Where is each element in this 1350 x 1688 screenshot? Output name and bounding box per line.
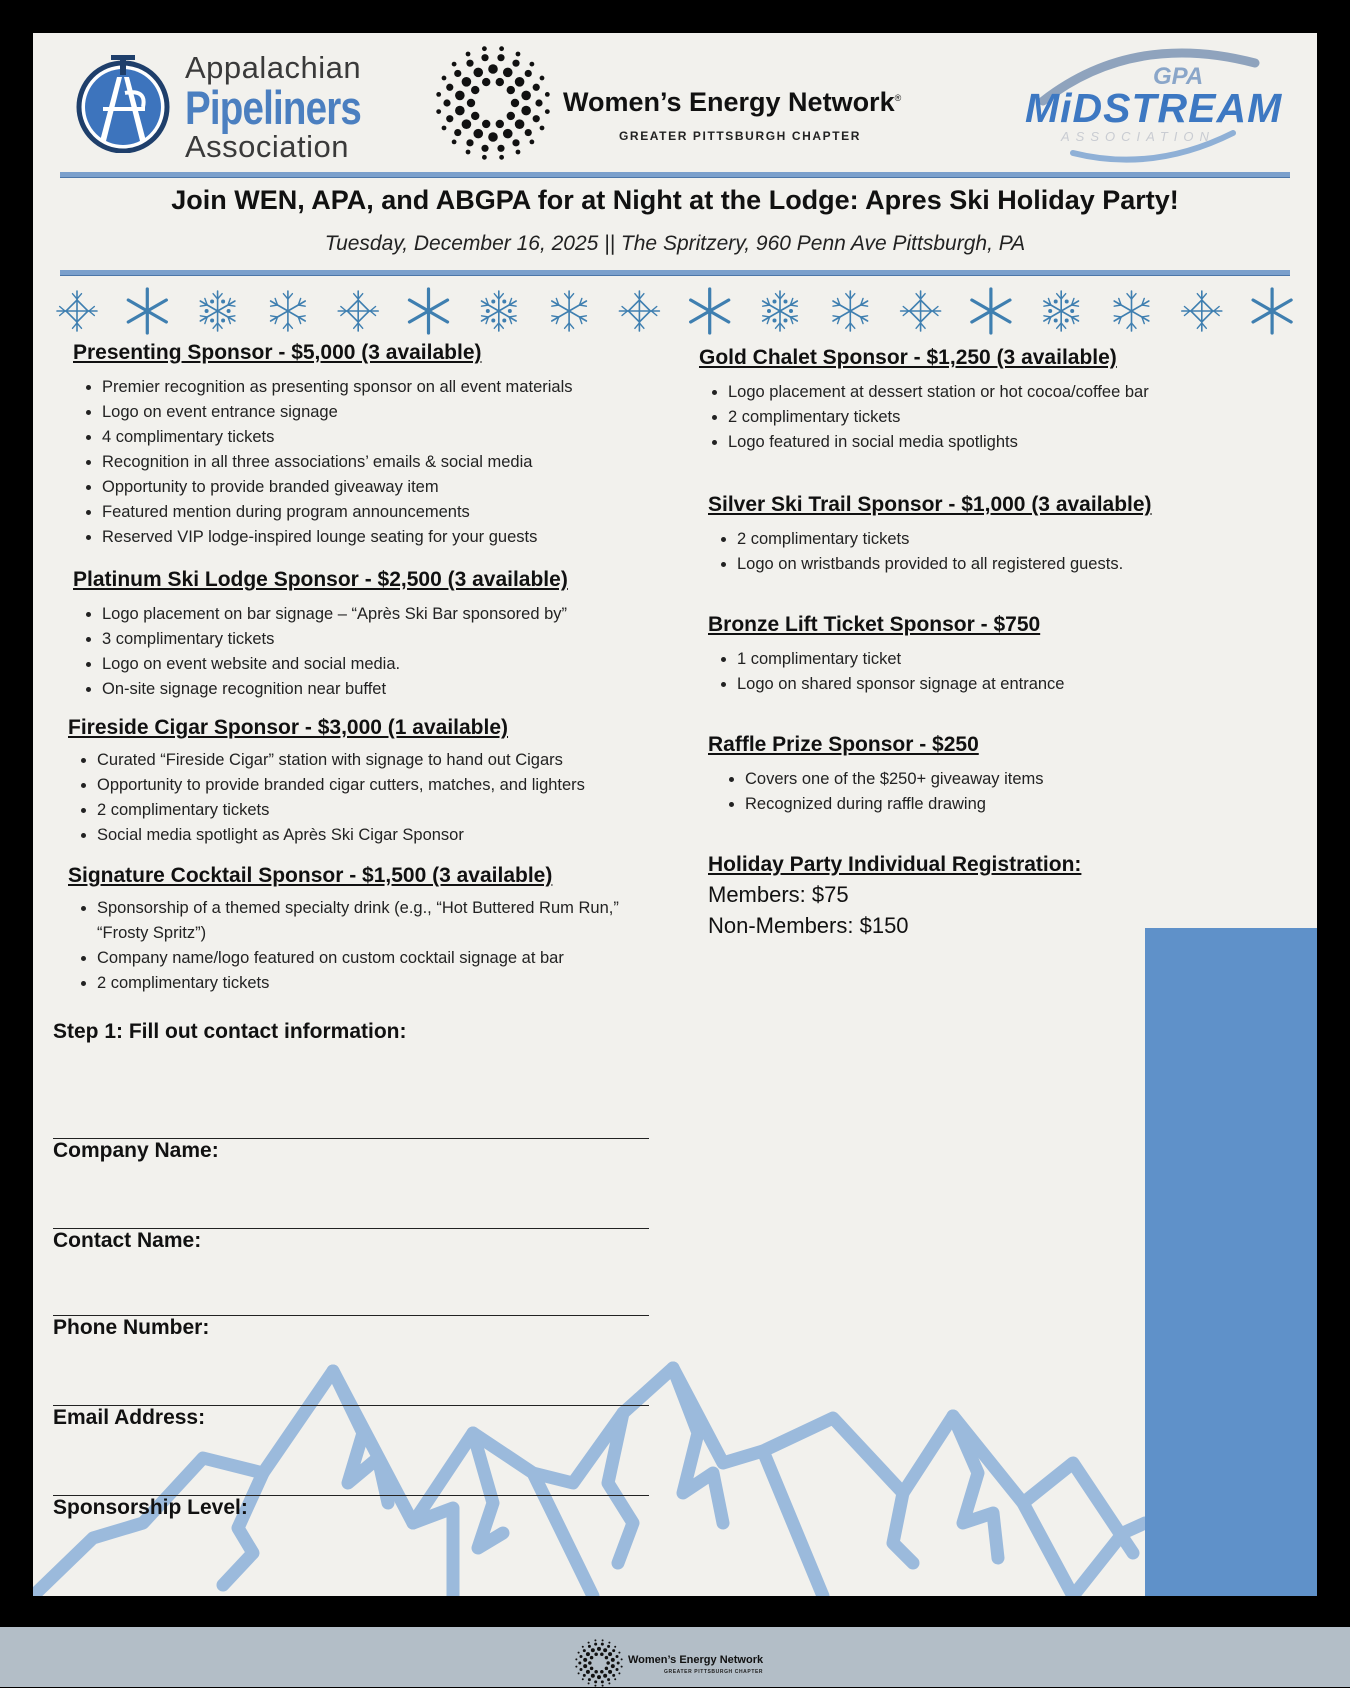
wen-dot xyxy=(452,139,457,144)
wen-dot xyxy=(525,70,532,77)
snowflake-icon xyxy=(901,291,941,331)
wen-dot xyxy=(582,1646,584,1648)
wen-dot xyxy=(515,77,525,87)
wen-dot xyxy=(442,126,447,131)
wen-dot xyxy=(462,119,472,129)
wen-dots-icon xyxy=(433,43,553,163)
wen-dot xyxy=(443,99,450,106)
wen-dot xyxy=(614,1646,616,1648)
wen-dot xyxy=(618,1672,620,1674)
gpa-sub-text: ASSOCIATION xyxy=(1061,129,1215,144)
contact-name-label: Contact Name: xyxy=(53,1229,202,1252)
silver-sponsor-list xyxy=(708,527,1298,577)
snowflake-icon xyxy=(338,291,378,331)
wen-dot xyxy=(516,52,521,57)
wen-dot xyxy=(594,1670,598,1674)
list-item: • Opportunity to provide branded cigar cutters, matches, and lighters xyxy=(97,773,678,798)
wen-dot xyxy=(467,99,475,107)
wen-dot xyxy=(578,1652,580,1654)
wen-dot xyxy=(608,1670,612,1674)
list-item: • Logo on shared sponsor signage at entrance xyxy=(737,672,1298,697)
snowflake-icon xyxy=(972,289,1010,333)
list-item: • Recognized during raffle drawing xyxy=(745,792,1298,817)
sponsor-right-block-3 xyxy=(708,613,1298,697)
apa-line1: Appalachian xyxy=(185,50,362,85)
wen-dot xyxy=(535,99,542,106)
wen-dot xyxy=(436,92,441,97)
wen-dot xyxy=(497,145,504,152)
wen-dot xyxy=(583,1664,587,1668)
wen-dot xyxy=(590,1656,594,1660)
cigar-sponsor-list xyxy=(68,748,678,848)
wen-dot xyxy=(503,68,513,78)
bronze-sponsor-list xyxy=(708,647,1298,697)
bronze-sponsor-heading: Bronze Lift Ticket Sponsor - $750 xyxy=(708,613,1041,636)
wen-dot xyxy=(473,129,483,139)
presenting-sponsor-list xyxy=(73,375,673,550)
wen-dot xyxy=(446,115,453,122)
cocktail-sponsor-list xyxy=(68,896,648,996)
list-item: • Sponsorship of a themed specialty drink (e.g., “Hot Buttered Rum Run,” “Frosty Spritz”) xyxy=(97,896,648,946)
wen-dot xyxy=(583,1658,587,1662)
wen-dot xyxy=(601,1680,604,1683)
event-subtitle: Tuesday, December 16, 2025 || The Spritzery, 960 Penn Ave Pittsburgh, PA xyxy=(324,232,1026,255)
wen-dot xyxy=(525,129,532,136)
contact-name-field[interactable] xyxy=(53,1228,649,1253)
apa-logo xyxy=(73,45,393,165)
wen-dot xyxy=(521,91,531,101)
raffle-sponsor-list xyxy=(708,767,1298,817)
registration-non-members: Non-Members: $150 xyxy=(708,913,909,938)
snowflake-icon xyxy=(200,291,235,331)
apa-line2: Pipeliners xyxy=(185,81,362,134)
apa-wordmark xyxy=(185,51,400,163)
wen-dot xyxy=(507,112,515,120)
list-item: • Logo on event entrance signage xyxy=(102,400,673,425)
wen-dot xyxy=(436,109,441,114)
wen-dot xyxy=(545,92,550,97)
wen-dot xyxy=(602,1639,604,1641)
wen-dot xyxy=(481,145,488,152)
wen-dot xyxy=(601,1643,604,1646)
wen-dot xyxy=(582,1678,584,1680)
wen-dot xyxy=(481,54,488,61)
wen-dot xyxy=(583,1649,586,1652)
step-1-label: Step 1: Fill out contact information: xyxy=(53,1020,407,1043)
list-item: • 1 complimentary ticket xyxy=(737,647,1298,672)
wen-dot xyxy=(473,68,483,78)
list-item: • 2 complimentary tickets xyxy=(728,405,1299,430)
snowflake-icon xyxy=(1114,291,1149,331)
wen-dot xyxy=(575,1658,577,1660)
snowflake-border xyxy=(33,276,1317,346)
wen-dot xyxy=(591,1648,595,1652)
wen-dot xyxy=(611,1658,615,1662)
list-item: • Curated “Fireside Cigar” station with signage to hand out Cigars xyxy=(97,748,678,773)
snowflake-icon xyxy=(409,289,447,333)
wen-dot xyxy=(603,1648,607,1652)
wen-dot xyxy=(466,150,471,155)
snowflake-icon xyxy=(271,291,306,331)
apa-line3: Association xyxy=(185,129,350,164)
company-name-field[interactable] xyxy=(53,1138,649,1163)
wen-dot xyxy=(455,106,465,116)
presenting-sponsor-heading: Presenting Sponsor - $5,000 (3 available) xyxy=(73,341,482,364)
sponsor-left-block-3 xyxy=(68,716,678,848)
list-item: • 3 complimentary tickets xyxy=(102,627,673,652)
list-item: • Social media spotlight as Après Ski Cigar Sponsor xyxy=(97,823,678,848)
gpa-midstream-logo xyxy=(983,41,1283,171)
wen-dot xyxy=(540,76,545,81)
wen-dot xyxy=(611,1664,615,1668)
wen-dot xyxy=(471,112,479,120)
wen-dot xyxy=(507,86,515,94)
email-address-label: Email Address: xyxy=(53,1406,206,1429)
wen-dot xyxy=(482,78,490,86)
wen-dot xyxy=(499,46,504,51)
event-title: Join WEN, APA, and ABGPA for at Night at the Lodge: Apres Ski Holiday Party! xyxy=(171,185,1179,215)
registration-block xyxy=(708,853,1268,939)
platinum-sponsor-list xyxy=(73,602,673,702)
footer-strip xyxy=(0,1627,1350,1687)
list-item: • 2 complimentary tickets xyxy=(737,527,1298,552)
wen-dot xyxy=(529,62,534,67)
sponsorship-level-label: Sponsorship Level: xyxy=(53,1496,248,1519)
wen-dot xyxy=(616,1668,619,1671)
wen-dot xyxy=(545,109,550,114)
wen-dot xyxy=(588,1645,591,1648)
cocktail-sponsor-heading: Signature Cocktail Sponsor - $1,500 (3 available) xyxy=(68,864,553,887)
wen-title-text: Women’s Energy Network xyxy=(563,87,895,117)
snowflake-icon xyxy=(691,289,729,333)
list-item: • Covers one of the $250+ giveaway items xyxy=(745,767,1298,792)
wen-dot xyxy=(446,84,453,91)
list-item: • Recognition in all three associations’ emails & social media xyxy=(102,450,673,475)
wen-dot xyxy=(594,1643,597,1646)
gpa-top-text: GPA xyxy=(1153,63,1204,90)
wen-dot xyxy=(586,1652,590,1656)
registration-heading: Holiday Party Individual Registration: xyxy=(708,853,1082,876)
wen-dot xyxy=(602,1685,604,1687)
wen-dot xyxy=(466,52,471,57)
wen-dot xyxy=(588,1661,592,1665)
list-item: • On-site signage recognition near buffet xyxy=(102,677,673,702)
wen-dot xyxy=(466,60,473,67)
wen-dot xyxy=(608,1682,610,1684)
wen-dot xyxy=(521,106,531,116)
wen-dot xyxy=(455,91,465,101)
wen-dot xyxy=(600,1653,604,1657)
footer-wen-subtitle: GREATER PITTSBURGH CHAPTER xyxy=(664,1669,764,1675)
wen-dot xyxy=(578,1662,581,1665)
wen-dot xyxy=(618,1652,620,1654)
wen-dot xyxy=(488,132,498,142)
registration-members: Members: $75 xyxy=(708,882,849,907)
wen-title xyxy=(563,87,901,118)
list-item: • Logo placement at dessert station or hot cocoa/coffee bar xyxy=(728,380,1299,405)
wen-dot xyxy=(496,78,504,86)
wen-dot xyxy=(575,1666,577,1668)
wen-dot xyxy=(533,84,540,91)
wen-dot xyxy=(466,139,473,146)
company-name-label: Company Name: xyxy=(53,1139,219,1162)
gold-sponsor-list xyxy=(699,380,1299,455)
wen-dot xyxy=(515,119,525,129)
phone-number-field[interactable] xyxy=(53,1315,649,1340)
list-item: • Logo on event website and social media. xyxy=(102,652,673,677)
wen-dot xyxy=(454,129,461,136)
wen-dot xyxy=(540,126,545,131)
wen-dot xyxy=(605,1656,609,1660)
wen-dot xyxy=(588,1642,590,1644)
wen-dot xyxy=(583,1674,586,1677)
wen-dot xyxy=(607,1645,610,1648)
footer-wen-title: Women’s Energy Network xyxy=(628,1654,764,1666)
list-item: • 2 complimentary tickets xyxy=(97,971,648,996)
list-item: • Logo featured in social media spotlights xyxy=(728,430,1299,455)
wen-dot xyxy=(442,76,447,81)
wen-dot xyxy=(579,1668,582,1671)
wen-dot xyxy=(482,46,487,51)
list-item: • 4 complimentary tickets xyxy=(102,425,673,450)
wen-dot xyxy=(606,1661,610,1665)
snowflake-icon xyxy=(481,291,516,331)
sponsorship-level-field[interactable] xyxy=(53,1495,649,1520)
header-divider xyxy=(60,172,1290,178)
list-item: • Featured mention during program announcements xyxy=(102,500,673,525)
wen-subtitle: GREATER PITTSBURGH CHAPTER xyxy=(619,129,862,143)
gold-sponsor-heading: Gold Chalet Sponsor - $1,250 (3 available) xyxy=(699,346,1117,369)
sponsor-right-block-2 xyxy=(708,493,1298,577)
wen-dot xyxy=(605,1667,609,1671)
wen-dot xyxy=(603,1674,607,1678)
wen-dot xyxy=(590,1667,594,1671)
wen-dot xyxy=(621,1666,623,1668)
cigar-sponsor-heading: Fireside Cigar Sponsor - $3,000 (1 available) xyxy=(68,716,509,739)
sponsor-right-block-1 xyxy=(699,346,1299,455)
wen-dot xyxy=(588,1682,590,1684)
snowflake-icon xyxy=(1044,291,1079,331)
mountains-illustration xyxy=(33,1323,1145,1596)
wen-dot xyxy=(597,1647,601,1651)
wen-dot xyxy=(607,1678,610,1681)
sponsor-left-block-2 xyxy=(73,568,673,702)
wen-dot xyxy=(594,1639,596,1641)
list-item: • Logo placement on bar signage – “Après Ski Bar sponsored by” xyxy=(102,602,673,627)
wen-dot xyxy=(454,70,461,77)
wen-dot xyxy=(616,1655,619,1658)
phone-number-label: Phone Number: xyxy=(53,1316,210,1339)
wen-dot xyxy=(594,1685,596,1687)
wen-dot xyxy=(503,129,513,139)
logo-bar xyxy=(33,33,1317,173)
wen-dot xyxy=(499,155,504,160)
wen-dot xyxy=(608,1642,610,1644)
wen-dot xyxy=(462,77,472,87)
wen-dot xyxy=(533,115,540,122)
wen-dot xyxy=(594,1680,597,1683)
wen-dot xyxy=(497,54,504,61)
wen-dot xyxy=(612,1674,615,1677)
snowflake-icon xyxy=(833,291,868,331)
wen-dot xyxy=(588,1678,591,1681)
blue-accent-panel xyxy=(1145,928,1317,1596)
wen-dot xyxy=(482,120,490,128)
snowflake-icon xyxy=(619,291,659,331)
apa-monogram-icon xyxy=(73,53,173,153)
wen-registered-mark: ® xyxy=(894,93,902,103)
wen-dot xyxy=(482,155,487,160)
snowflake-icon xyxy=(763,291,798,331)
wen-dot xyxy=(617,1662,620,1665)
flyer-page xyxy=(33,33,1317,1596)
platinum-sponsor-heading: Platinum Ski Lodge Sponsor - $2,500 (3 available) xyxy=(73,568,568,591)
snowflake-icon xyxy=(128,289,166,333)
email-address-field[interactable] xyxy=(53,1405,649,1430)
wen-footer-dots-icon xyxy=(574,1638,624,1688)
wen-logo xyxy=(433,43,953,163)
sponsor-left-block-4 xyxy=(68,864,648,996)
snowflake-icon xyxy=(1182,291,1222,331)
wen-dot xyxy=(578,1672,580,1674)
gpa-main-text: MiDSTREAM xyxy=(1025,85,1283,131)
snowflake-icon xyxy=(57,291,97,331)
list-item: • 2 complimentary tickets xyxy=(97,798,678,823)
wen-dot xyxy=(612,1649,615,1652)
wen-dot xyxy=(496,120,504,128)
wen-dot xyxy=(591,1674,595,1678)
wen-dot xyxy=(512,60,519,67)
sponsor-right-block-4 xyxy=(708,733,1298,817)
list-item: • Premier recognition as presenting sponsor on all event materials xyxy=(102,375,673,400)
wen-dot xyxy=(600,1670,604,1674)
wen-dot xyxy=(471,86,479,94)
wen-dot xyxy=(586,1670,590,1674)
list-item: • Logo on wristbands provided to all registered guests. xyxy=(737,552,1298,577)
silver-sponsor-heading: Silver Ski Trail Sponsor - $1,000 (3 available) xyxy=(708,493,1152,516)
wen-dot xyxy=(608,1652,612,1656)
snowflake-icon xyxy=(1253,289,1291,333)
wen-dot xyxy=(452,62,457,67)
wen-dot xyxy=(614,1678,616,1680)
wen-dot xyxy=(488,64,498,74)
wen-dot xyxy=(579,1655,582,1658)
wen-dot xyxy=(512,139,519,146)
snowflake-icon xyxy=(552,291,587,331)
wen-dot xyxy=(529,139,534,144)
sponsor-left-block-1 xyxy=(73,341,673,550)
wen-dot xyxy=(594,1653,598,1657)
wen-dot xyxy=(597,1675,601,1679)
list-item: • Reserved VIP lodge-inspired lounge seating for your guests xyxy=(102,525,673,550)
wen-dot xyxy=(516,150,521,155)
list-item: • Company name/logo featured on custom cocktail signage at bar xyxy=(97,946,648,971)
raffle-sponsor-heading: Raffle Prize Sponsor - $250 xyxy=(708,733,979,756)
wen-dot xyxy=(621,1658,623,1660)
list-item: • Opportunity to provide branded giveaway item xyxy=(102,475,673,500)
wen-dot xyxy=(511,99,519,107)
